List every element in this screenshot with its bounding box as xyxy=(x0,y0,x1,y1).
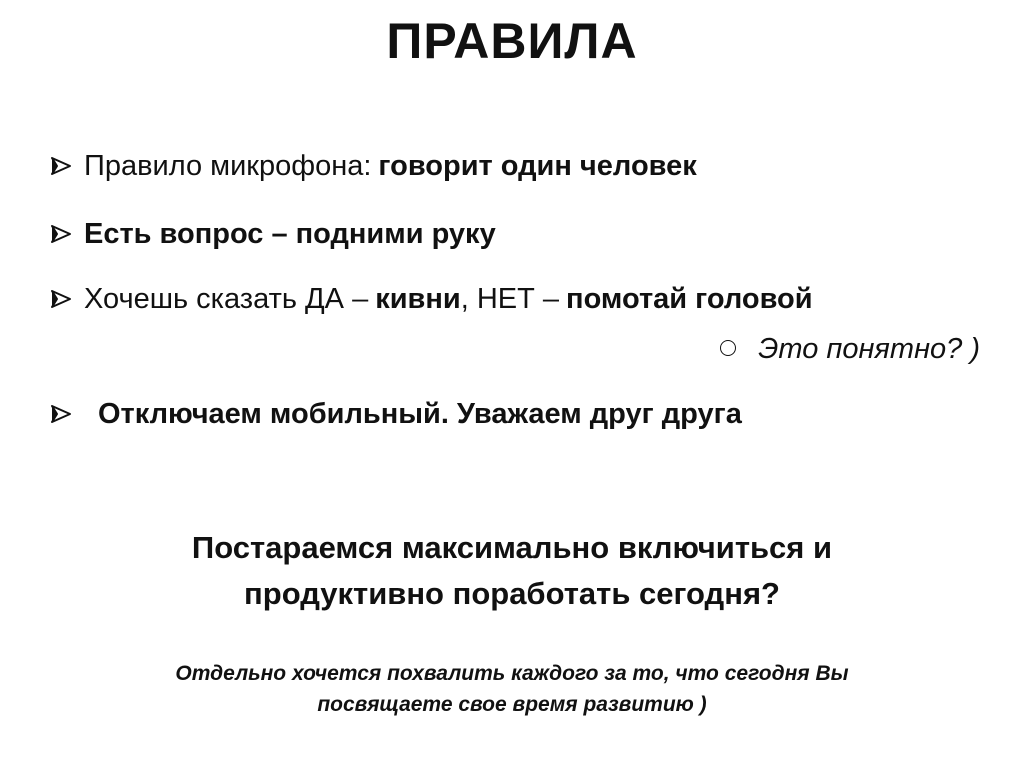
question-line-2: продуктивно поработать сегодня? xyxy=(244,576,780,611)
rule-text: Правило микрофона: xyxy=(84,150,372,182)
rule-text-bold: Отключаем мобильный. Уважаем друг друга xyxy=(98,398,742,430)
arrow-bullet-icon xyxy=(50,223,72,245)
rule-text-bold: говорит один человек xyxy=(378,150,697,182)
rule-text-bold: кивни xyxy=(375,283,461,315)
praise-note xyxy=(0,658,1024,720)
arrow-bullet-icon xyxy=(50,288,72,310)
circle-bullet-icon xyxy=(720,340,736,356)
sub-bullet-text: Это понятно? ) xyxy=(758,333,980,365)
praise-line-2: посвящаете свое время развитию ) xyxy=(317,693,707,716)
rule-question xyxy=(50,218,496,251)
sub-bullet-understood xyxy=(720,333,980,366)
question-line-1: Постараемся максимально включиться и xyxy=(191,530,833,565)
praise-line-1: Отдельно хочется похвалить каждого за то, что сегодня Вы xyxy=(175,662,849,685)
slide-title: ПРАВИЛА xyxy=(386,13,638,69)
rule-text-bold: Есть вопрос – подними руку xyxy=(84,218,496,250)
arrow-bullet-icon xyxy=(50,155,72,177)
rule-text-bold: помотай головой xyxy=(566,283,813,315)
closing-question xyxy=(0,525,1024,617)
arrow-bullet-icon xyxy=(50,403,72,425)
rule-mobile xyxy=(50,398,742,431)
rule-text: , НЕТ – xyxy=(460,283,560,315)
rule-microphone xyxy=(50,150,697,183)
rule-text: Хочешь сказать ДА – xyxy=(84,283,369,315)
rule-yes-no xyxy=(50,283,813,316)
